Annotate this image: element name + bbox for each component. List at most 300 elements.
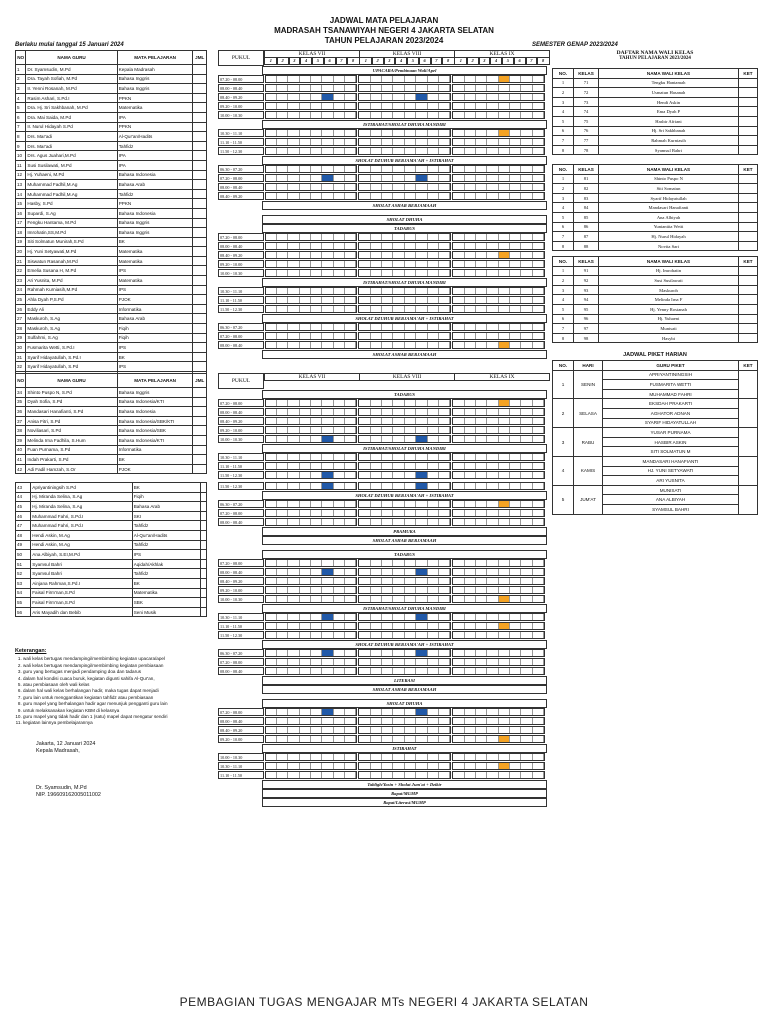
schedule-cell — [371, 288, 382, 294]
schedule-cell — [439, 85, 450, 91]
schedule-cell — [476, 519, 487, 525]
schedule-cell — [288, 519, 299, 525]
class-group — [452, 399, 545, 407]
class-group — [358, 762, 451, 770]
schedule-cell — [322, 427, 333, 433]
schedule-cell — [521, 252, 532, 258]
schedule-cell — [277, 472, 288, 478]
schedule-cell — [416, 243, 427, 249]
teacher-subject: Matematika — [117, 103, 193, 113]
teacher-no: 55 — [16, 598, 31, 608]
schedule-cell — [405, 252, 416, 258]
schedule-cell — [510, 243, 521, 249]
schedule-cell — [533, 333, 544, 339]
schedule-cell — [416, 483, 427, 489]
schedule-cell — [439, 252, 450, 258]
schedule-cell — [533, 763, 544, 769]
teacher-row — [16, 569, 207, 579]
schedule-cell — [521, 184, 532, 190]
class-group — [265, 500, 358, 508]
time-label: 07.20 - 08.00 — [218, 509, 264, 517]
schedule-cell — [359, 587, 370, 593]
schedule-cell — [453, 709, 464, 715]
class-group — [452, 183, 545, 191]
teacher-row — [16, 160, 207, 170]
schedule-cell — [439, 324, 450, 330]
schedule-cell — [300, 659, 311, 665]
schedule-cell — [476, 94, 487, 100]
teacher-row — [16, 492, 207, 502]
teacher-subject: Kepala Madrasah — [117, 65, 193, 75]
class-group — [265, 84, 358, 92]
schedule-cell — [311, 112, 322, 118]
teacher-name: Siti Solmatun Munirah,S.Pd — [26, 237, 117, 247]
schedule-cell — [499, 659, 510, 665]
schedule-cell — [439, 427, 450, 433]
teacher-subject: Bahasa Inggris — [117, 74, 193, 84]
wali-ket — [739, 184, 758, 194]
schedule-cell — [300, 85, 311, 91]
schedule-cell — [382, 427, 393, 433]
schedule-cell — [453, 436, 464, 442]
schedule-cell — [371, 409, 382, 415]
wali-class: 75 — [574, 116, 599, 126]
schedule-cell — [359, 718, 370, 724]
schedule-cell — [521, 578, 532, 584]
class-number: 1 — [359, 57, 373, 65]
schedule-banner: SHOLAT DZUHUR BERJAMA'AH + ISTIRAHAT — [262, 314, 547, 323]
time-label: 06.30 - 07.20 — [218, 649, 264, 657]
teacher-no: 13 — [16, 180, 26, 190]
teacher-row — [16, 122, 207, 132]
schedule-cell — [277, 261, 288, 267]
schedule-cell — [439, 409, 450, 415]
schedule-cell — [311, 409, 322, 415]
schedule-cell — [510, 130, 521, 136]
schedule-cell — [405, 718, 416, 724]
schedule-cell — [322, 252, 333, 258]
class-group — [358, 192, 451, 200]
teacher-count — [201, 540, 207, 550]
schedule-cell — [465, 297, 476, 303]
schedule-cell — [334, 297, 345, 303]
schedule-cell — [334, 727, 345, 733]
schedule-cell — [453, 623, 464, 629]
schedule-cell — [311, 288, 322, 294]
teacher-name: Fusmarita Wetti, S.Pd.I — [26, 343, 117, 353]
wali-class: 73 — [574, 97, 599, 107]
teacher-row — [16, 416, 207, 426]
schedule-cell — [405, 130, 416, 136]
schedule-cell — [533, 560, 544, 566]
wali-class: 91 — [574, 266, 599, 276]
schedule-cell — [345, 650, 356, 656]
time-label: 11.50 - 12.30 — [218, 305, 264, 313]
wali-no: 6 — [553, 126, 574, 136]
time-label: 07.20 - 08.00 — [218, 332, 264, 340]
schedule-cell — [405, 519, 416, 525]
schedule-cell — [288, 772, 299, 778]
time-label: 11.10 - 11.50 — [218, 462, 264, 470]
schedule-cell — [300, 436, 311, 442]
schedule-cell — [465, 184, 476, 190]
schedule-cell — [393, 614, 404, 620]
schedule-cell — [521, 463, 532, 469]
schedule-cell — [277, 483, 288, 489]
teacher-name: Muhammad Fadhil,M.Ag — [26, 180, 117, 190]
teacher-name: Imrohatin,SS,M.Pd — [26, 228, 117, 238]
schedule-cell — [453, 130, 464, 136]
schedule-cell — [382, 85, 393, 91]
schedule-cell — [345, 427, 356, 433]
schedule-cell — [288, 501, 299, 507]
schedule-cell — [533, 587, 544, 593]
class-header-vii: KELAS VII — [264, 50, 360, 58]
schedule-cell — [334, 483, 345, 489]
schedule-cell — [359, 578, 370, 584]
teacher-no: 9 — [16, 141, 26, 151]
schedule-cell — [393, 587, 404, 593]
schedule-cell — [345, 184, 356, 190]
schedule-cell — [487, 578, 498, 584]
schedule-cell — [277, 175, 288, 181]
schedule-cell — [382, 175, 393, 181]
schedule-cell — [465, 569, 476, 575]
schedule-cell — [428, 668, 439, 674]
schedule-cell — [405, 501, 416, 507]
schedule-row — [218, 622, 545, 630]
schedule-cell — [311, 342, 322, 348]
class-number: 1 — [454, 57, 468, 65]
class-group — [358, 323, 451, 331]
schedule-cell — [487, 234, 498, 240]
schedule-cell — [439, 614, 450, 620]
class-group — [358, 269, 451, 277]
class-number: 4 — [299, 57, 313, 65]
piket-row — [553, 370, 758, 380]
note-item: 3. guru yang bertugas menjadi pendamping doa dan tadarus — [23, 669, 205, 675]
wali-row — [553, 324, 758, 334]
notes-title: Keterangan: — [15, 648, 47, 654]
schedule-cell — [311, 659, 322, 665]
class-group — [265, 462, 358, 470]
schedule-banner: ISTIRAHAT/SHOLAT DHUHA MANDIRI — [262, 120, 547, 129]
schedule-cell — [521, 709, 532, 715]
schedule-cell — [371, 578, 382, 584]
schedule-cell — [382, 736, 393, 742]
teacher-row — [16, 435, 207, 445]
schedule-cell — [439, 632, 450, 638]
teacher-subject: BK — [132, 578, 201, 588]
piket-ket — [739, 399, 758, 428]
schedule-cell — [487, 333, 498, 339]
teacher-subject: IPA — [117, 112, 193, 122]
schedule-cell — [405, 112, 416, 118]
schedule-cell — [393, 718, 404, 724]
teacher-subject: IPS — [117, 362, 193, 372]
schedule-cell — [300, 501, 311, 507]
schedule-cell — [487, 324, 498, 330]
class-group — [452, 577, 545, 585]
wali-class: 78 — [574, 145, 599, 155]
wali-name: Ana Albiyah — [599, 212, 739, 222]
wali-class: 83 — [574, 193, 599, 203]
schedule-cell — [266, 166, 277, 172]
schedule-cell — [371, 103, 382, 109]
teacher-subject: Fiqih — [117, 333, 193, 343]
time-label: 08.00 - 08.40 — [218, 667, 264, 675]
schedule-cell — [334, 243, 345, 249]
schedule-cell — [393, 130, 404, 136]
schedule-cell — [288, 569, 299, 575]
teacher-count — [193, 93, 207, 103]
schedule-cell — [345, 668, 356, 674]
class-group — [358, 509, 451, 517]
class-group — [265, 165, 358, 173]
schedule-cell — [300, 718, 311, 724]
schedule-cell — [371, 85, 382, 91]
piket-guru: MUHAMMAD FAHRI — [603, 389, 739, 399]
schedule-cell — [499, 297, 510, 303]
schedule-cell — [277, 659, 288, 665]
schedule-cell — [453, 427, 464, 433]
schedule-cell — [405, 632, 416, 638]
schedule-cell — [510, 94, 521, 100]
wali-title: DAFTAR NAMA WALI KELAS — [616, 50, 694, 56]
schedule-cell — [266, 587, 277, 593]
schedule-cell — [476, 103, 487, 109]
teacher-no: 11 — [16, 160, 26, 170]
schedule-cell — [288, 463, 299, 469]
class-group — [452, 426, 545, 434]
schedule-cell — [382, 614, 393, 620]
teacher-no: 18 — [16, 228, 26, 238]
schedule-cell — [311, 763, 322, 769]
schedule-cell — [266, 472, 277, 478]
schedule-cell — [416, 148, 427, 154]
schedule-cell — [487, 270, 498, 276]
schedule-cell — [405, 650, 416, 656]
teacher-subject: Bahasa Inggris — [117, 84, 193, 94]
schedule-cell — [288, 112, 299, 118]
class-group — [452, 287, 545, 295]
schedule-row — [218, 631, 545, 639]
schedule-cell — [510, 587, 521, 593]
schedule-cell — [393, 193, 404, 199]
schedule-cell — [453, 519, 464, 525]
schedule-cell — [345, 623, 356, 629]
schedule-cell — [288, 632, 299, 638]
schedule-cell — [533, 501, 544, 507]
schedule-cell — [277, 148, 288, 154]
schedule-cell — [277, 736, 288, 742]
schedule-cell — [510, 342, 521, 348]
schedule-cell — [439, 510, 450, 516]
wali-name: Hj. Yuhaeni — [599, 314, 739, 324]
schedule-cell — [334, 184, 345, 190]
schedule-cell — [453, 472, 464, 478]
class-group — [265, 192, 358, 200]
class-group — [452, 482, 545, 490]
schedule-cell — [465, 270, 476, 276]
schedule-cell — [439, 112, 450, 118]
schedule-cell — [416, 166, 427, 172]
class-number: 2 — [371, 57, 385, 65]
schedule-cell — [359, 483, 370, 489]
schedule-cell — [345, 772, 356, 778]
schedule-cell — [334, 632, 345, 638]
teacher-row — [16, 521, 207, 531]
schedule-cell — [277, 297, 288, 303]
schedule-cell — [439, 436, 450, 442]
class-group — [358, 417, 451, 425]
teacher-name: Muhammad Fahri, S.Pd.I — [31, 511, 132, 521]
schedule-cell — [510, 632, 521, 638]
class-group — [265, 323, 358, 331]
schedule-cell — [266, 718, 277, 724]
teacher-count — [193, 170, 207, 180]
wali-ket — [739, 232, 758, 242]
schedule-cell — [465, 763, 476, 769]
schedule-row — [218, 586, 545, 594]
schedule-cell — [359, 472, 370, 478]
schedule-cell — [416, 297, 427, 303]
schedule-cell — [439, 596, 450, 602]
schedule-cell — [465, 736, 476, 742]
col-name: NAMA GURU — [26, 51, 117, 65]
teacher-subject: Bahasa Arab — [132, 502, 201, 512]
schedule-row — [218, 323, 545, 331]
wali-ket — [739, 241, 758, 251]
schedule-cell — [288, 659, 299, 665]
wali-class: 72 — [574, 88, 599, 98]
schedule-cell — [288, 409, 299, 415]
schedule-cell — [300, 754, 311, 760]
schedule-cell — [277, 103, 288, 109]
schedule-row — [218, 192, 545, 200]
class-group — [358, 667, 451, 675]
schedule-cell — [428, 261, 439, 267]
schedule-cell — [533, 736, 544, 742]
schedule-cell — [288, 427, 299, 433]
schedule-cell — [465, 243, 476, 249]
class-group — [265, 147, 358, 155]
teacher-name: Rasim Ashari, S.Pd.I — [26, 93, 117, 103]
schedule-cell — [382, 139, 393, 145]
schedule-cell — [300, 103, 311, 109]
schedule-cell — [510, 427, 521, 433]
schedule-cell — [371, 754, 382, 760]
schedule-cell — [453, 234, 464, 240]
teacher-count — [193, 160, 207, 170]
schedule-cell — [510, 166, 521, 172]
schedule-cell — [465, 234, 476, 240]
class-group — [452, 408, 545, 416]
class-group — [358, 717, 451, 725]
teacher-subject: IPS — [117, 266, 193, 276]
schedule-cell — [345, 148, 356, 154]
schedule-cell — [300, 76, 311, 82]
schedule-cell — [359, 261, 370, 267]
schedule-cell — [311, 587, 322, 593]
schedule-cell — [311, 166, 322, 172]
teacher-subject: PPKN — [117, 93, 193, 103]
schedule-cell — [453, 772, 464, 778]
teacher-count — [201, 588, 207, 598]
teacher-count — [193, 84, 207, 94]
schedule-cell — [487, 483, 498, 489]
schedule-cell — [453, 560, 464, 566]
note-item: 1. wali kelas bertugas mendampingi/membimbing kegiatan upacara/apel — [23, 656, 205, 662]
schedule-cell — [428, 501, 439, 507]
schedule-cell — [533, 427, 544, 433]
schedule-cell — [439, 472, 450, 478]
schedule-cell — [345, 85, 356, 91]
schedule-cell — [393, 560, 404, 566]
schedule-cell — [311, 297, 322, 303]
schedule-cell — [266, 519, 277, 525]
schedule-cell — [322, 130, 333, 136]
schedule-cell — [428, 103, 439, 109]
time-label: 07.20 - 08.00 — [218, 559, 264, 567]
schedule-cell — [382, 166, 393, 172]
schedule-cell — [416, 270, 427, 276]
schedule-cell — [277, 418, 288, 424]
schedule-banner: ISTIRAHAT/SHOLAT DHUHA MANDIRI — [262, 604, 547, 613]
schedule-cell — [345, 288, 356, 294]
schedule-cell — [322, 668, 333, 674]
schedule-cell — [334, 261, 345, 267]
teacher-subject: PJOK — [117, 464, 193, 474]
schedule-cell — [393, 400, 404, 406]
schedule-cell — [345, 659, 356, 665]
schedule-cell — [266, 288, 277, 294]
schedule-cell — [439, 668, 450, 674]
wali-name: Susi Susilawati — [599, 276, 739, 286]
schedule-banner: SHOLAT DZUHUR BERJAMA'AH + ISTIRAHAT — [262, 156, 547, 165]
schedule-cell — [439, 400, 450, 406]
piket-ket — [739, 485, 758, 514]
schedule-cell — [521, 623, 532, 629]
schedule-cell — [439, 772, 450, 778]
class-group — [265, 753, 358, 761]
teacher-count — [201, 550, 207, 560]
schedule-cell — [499, 270, 510, 276]
class-group — [265, 174, 358, 182]
class-group — [452, 762, 545, 770]
schedule-cell — [510, 261, 521, 267]
teacher-subject: Bahasa Arab — [117, 180, 193, 190]
schedule-cell — [499, 709, 510, 715]
schedule-cell — [465, 632, 476, 638]
schedule-cell — [371, 519, 382, 525]
wali-name: Shinto Puspo N — [599, 174, 739, 184]
teacher-name: Drs. Mar'adi — [26, 132, 117, 142]
schedule-cell — [311, 85, 322, 91]
class-group — [358, 426, 451, 434]
schedule-cell — [266, 501, 277, 507]
schedule-cell — [439, 519, 450, 525]
schedule-cell — [334, 130, 345, 136]
schedule-cell — [487, 306, 498, 312]
teacher-subject: PJOK — [117, 295, 193, 305]
class-number: 6 — [418, 57, 432, 65]
class-group — [358, 75, 451, 83]
schedule-cell — [382, 193, 393, 199]
teacher-no: 49 — [16, 540, 31, 550]
schedule-cell — [345, 454, 356, 460]
schedule-banner: ISTIRAHAT/SHOLAT DHUHA MANDIRI — [262, 278, 547, 287]
